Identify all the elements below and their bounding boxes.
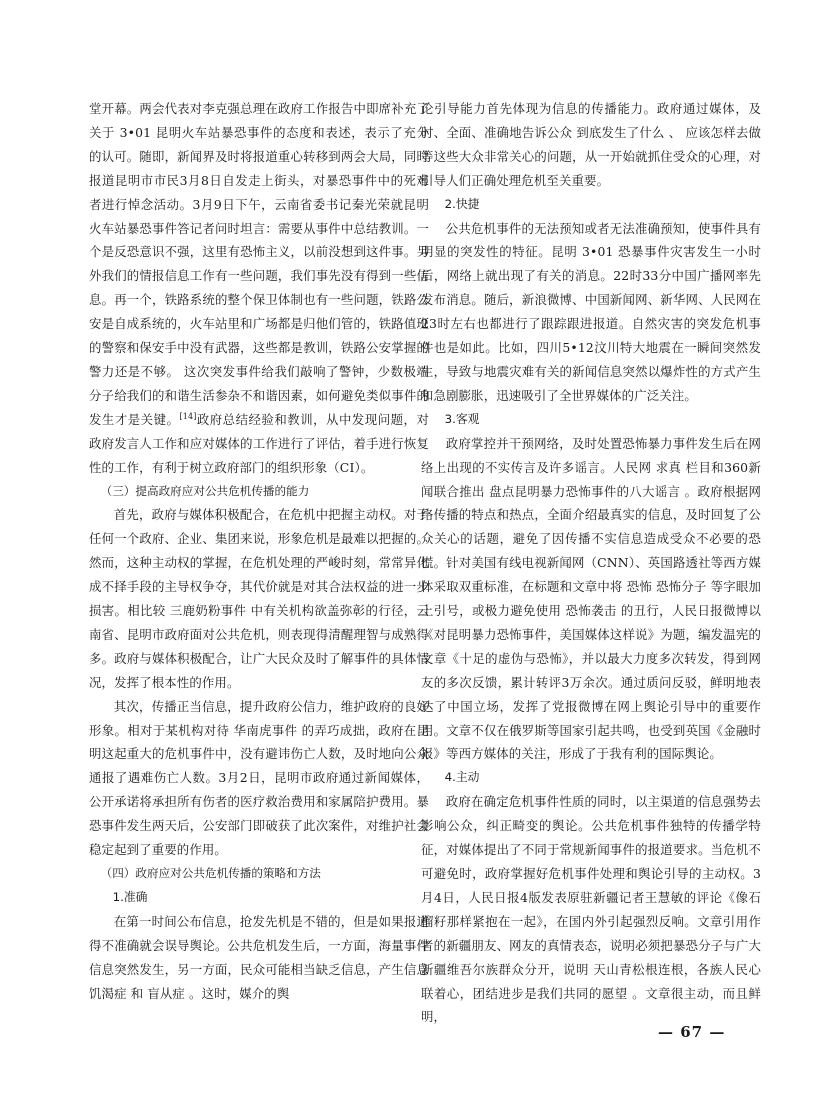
paragraph: 政府掌控并干预网络，及时处置恐怖暴力事件发生后在网络上出现的不实传言及许多谣言。人民网 求真 栏目和360新闻联合推出 盘点昆明暴力恐怖事件的八大谣言 。政府根据网络传播的特点和热点，全面介绍最真实的信息，及时回复了公众关心的话题，避免了因传播不实信息造成受众不必要的恐慌。针对美国有线电视新闻网（CNN）、英国路透社等西方媒体采取双重标准，在标题和文章中将 恐怖 恐怖分子 等字眼加上引号，或极力避免使用 恐怖袭击 的丑行，人民日报微博以《对昆明暴力恐怖事件，美国媒体这样说》为题，编发温宪的文章《十足的虚伪与恐怖》，并以最大力度多次转发，得到网友的多次反馈，累计转评3万余次。通过质问反驳，鲜明地表达了中国立场，发挥了党报微博在网上舆论引导中的重要作用。文章不仅在俄罗斯等国家引起共鸣，也受到英国《金融时报》等西方媒体的关注，形成了于我有利的国际舆论。 — [421, 435, 761, 762]
paragraph: 政府在确定危机事件性质的同时，以主渠道的信息强势去影响公众，纠正畸变的舆论。公共危机事件独特的传播学特征，对媒体提出了不同于常规新闻事件的报道要求。当危机不可避免时，政府掌握好危机事件处理和舆论引导的主动权。3月4日，人民日报4版发表原驻新疆记者王慧敏的评论《像石榴籽那样紧抱在一起》，在国内外引起强烈反响。文章引用作者的新疆朋友、网友的真情表态，说明必须把暴恐分子与广大新疆维吾尔族群众分开，说明 天山青松根连根，各族人民心联着心，团结进步是我们共同的愿望 。文章很主动，而且鲜明， — [421, 794, 761, 1025]
paragraph: 首先，政府与媒体积极配合，在危机中把握主动权。对于任何一个政府、企业、集团来说，形象危机是最难以把握的。然而，这种主动权的掌握，在危机处理的严峻时刻，常常异化成不择手段的主导权争夺，其代价就是对其合法权益的进一步损害。相比较 三鹿奶粉事件 中有关机构欲盖弥彰的行径，云南省、昆明市政府面对公共危机，则表现得清醒理智与成熟得多。政府与媒体积极配合，让广大民众及时了解事件的具体情况，发挥了根本性的作用。 — [89, 507, 429, 690]
citation-ref: [14] — [179, 411, 197, 421]
paragraph — [89, 97, 429, 480]
paragraph: 公共危机事件的无法预知或者无法准确预知，使事件具有明显的突发性的特征。昆明 3•01 恐暴事件灾害发生一小时后，网络上就出现了有关的消息。22时33分中国广播网率先发布消息。随后，新浪微博、中国新闻网、新华网、人民网在23时左右也都进行了跟踪跟进报道。自然灾害的突发危机事件也是如此。比如，四川5•12汶川特大地震在一瞬间突然发生，导致与地震灾难有关的新闻信息突然以爆炸性的方式产生和急剧膨胀，迅速吸引了全世界媒体的广泛关注。 — [421, 220, 761, 403]
subsection-heading: 4.主动 — [444, 770, 480, 785]
right-column — [421, 97, 761, 1029]
subsection-heading: 1.准确 — [112, 889, 148, 904]
paragraph: 在第一时间公布信息，抢发先机是不错的，但是如果报道得不准确就会误导舆论。公共危机发生后，一方面，海量事件信息突然发生，另一方面，民众可能相当缺乏信息，产生信息 饥渴症 和 盲从症 。这时，媒介的舆 — [89, 913, 429, 1001]
paragraph: 论引导能力首先体现为信息的传播能力。政府通过媒体，及时、全面、准确地告诉公众 到底发生了什么 、 应该怎样去做 等这些大众非常关心的问题，从一开始就抓住受众的心理，对引导人们正确处理危机至关重要。 — [421, 101, 761, 188]
paragraph: 其次，传播正当信息，提升政府公信力，维护政府的良好形象。相对于某机构对待 华南虎事件 的弄巧成拙，政府在昆明这起重大的危机事件中，没有避讳伤亡人数，及时地向公众通报了遇难伤亡人数。3月2日，昆明市政府通过新闻媒体，公开承诺将承担所有伤者的医疗救治费用和家属陪护费用。暴恐事件发生两天后，公安部门即破获了此次案件，对维护社会稳定起到了重要的作用。 — [89, 698, 429, 858]
page-number: — 67 — — [658, 1023, 726, 1041]
paragraph-text: 堂开幕。两会代表对李克强总理在政府工作报告中即席补充了关于 3•01 昆明火车站暴恐事件的态度和表述，表示了充分的认可。随即，新闻界及时将报道重心转移到两会大局，同时报道昆明市市民3月8日自发走上街头，对暴恐事件中的死难者进行悼念活动。3月9日下午，云南省委书记秦光荣就昆明火车站暴恐事件答记者问时坦言：需要从事件中总结教训。一个是反恐意识不强，这里有恐怖主义，以前没想到这件事。另外我们的情报信息工作有一些问题，我们事先没有得到一些信息。再一个，铁路系统的整个保卫体制也有一些问题，铁路公安是自成系统的，火车站里和广场都是归他们管的，铁路值班的警察和保安手中没有武器，这些都是教训，铁路公安掌握的警力还是不够。 这次突发事件给我们敲响了警钟，少数极端分子给我们的和谐生活参杂不和谐因素，如何避免类似事件的发生才是关键。 — [89, 101, 429, 427]
subsection-heading: 3.客观 — [444, 411, 480, 426]
subsection-heading: 2.快捷 — [444, 196, 480, 211]
section-heading: （四）政府应对公共危机传播的策略和方法 — [100, 866, 321, 880]
section-heading: （三）提高政府应对公共危机传播的能力 — [100, 483, 310, 498]
left-column — [89, 97, 429, 1005]
paragraph-text: 政府总结经验和教训，从中发现问题，对政府发言人工作和应对媒体的工作进行了评估，着手进行恢复性的工作，有利于树立政府部门的组织形象（CI）。 — [89, 411, 429, 475]
